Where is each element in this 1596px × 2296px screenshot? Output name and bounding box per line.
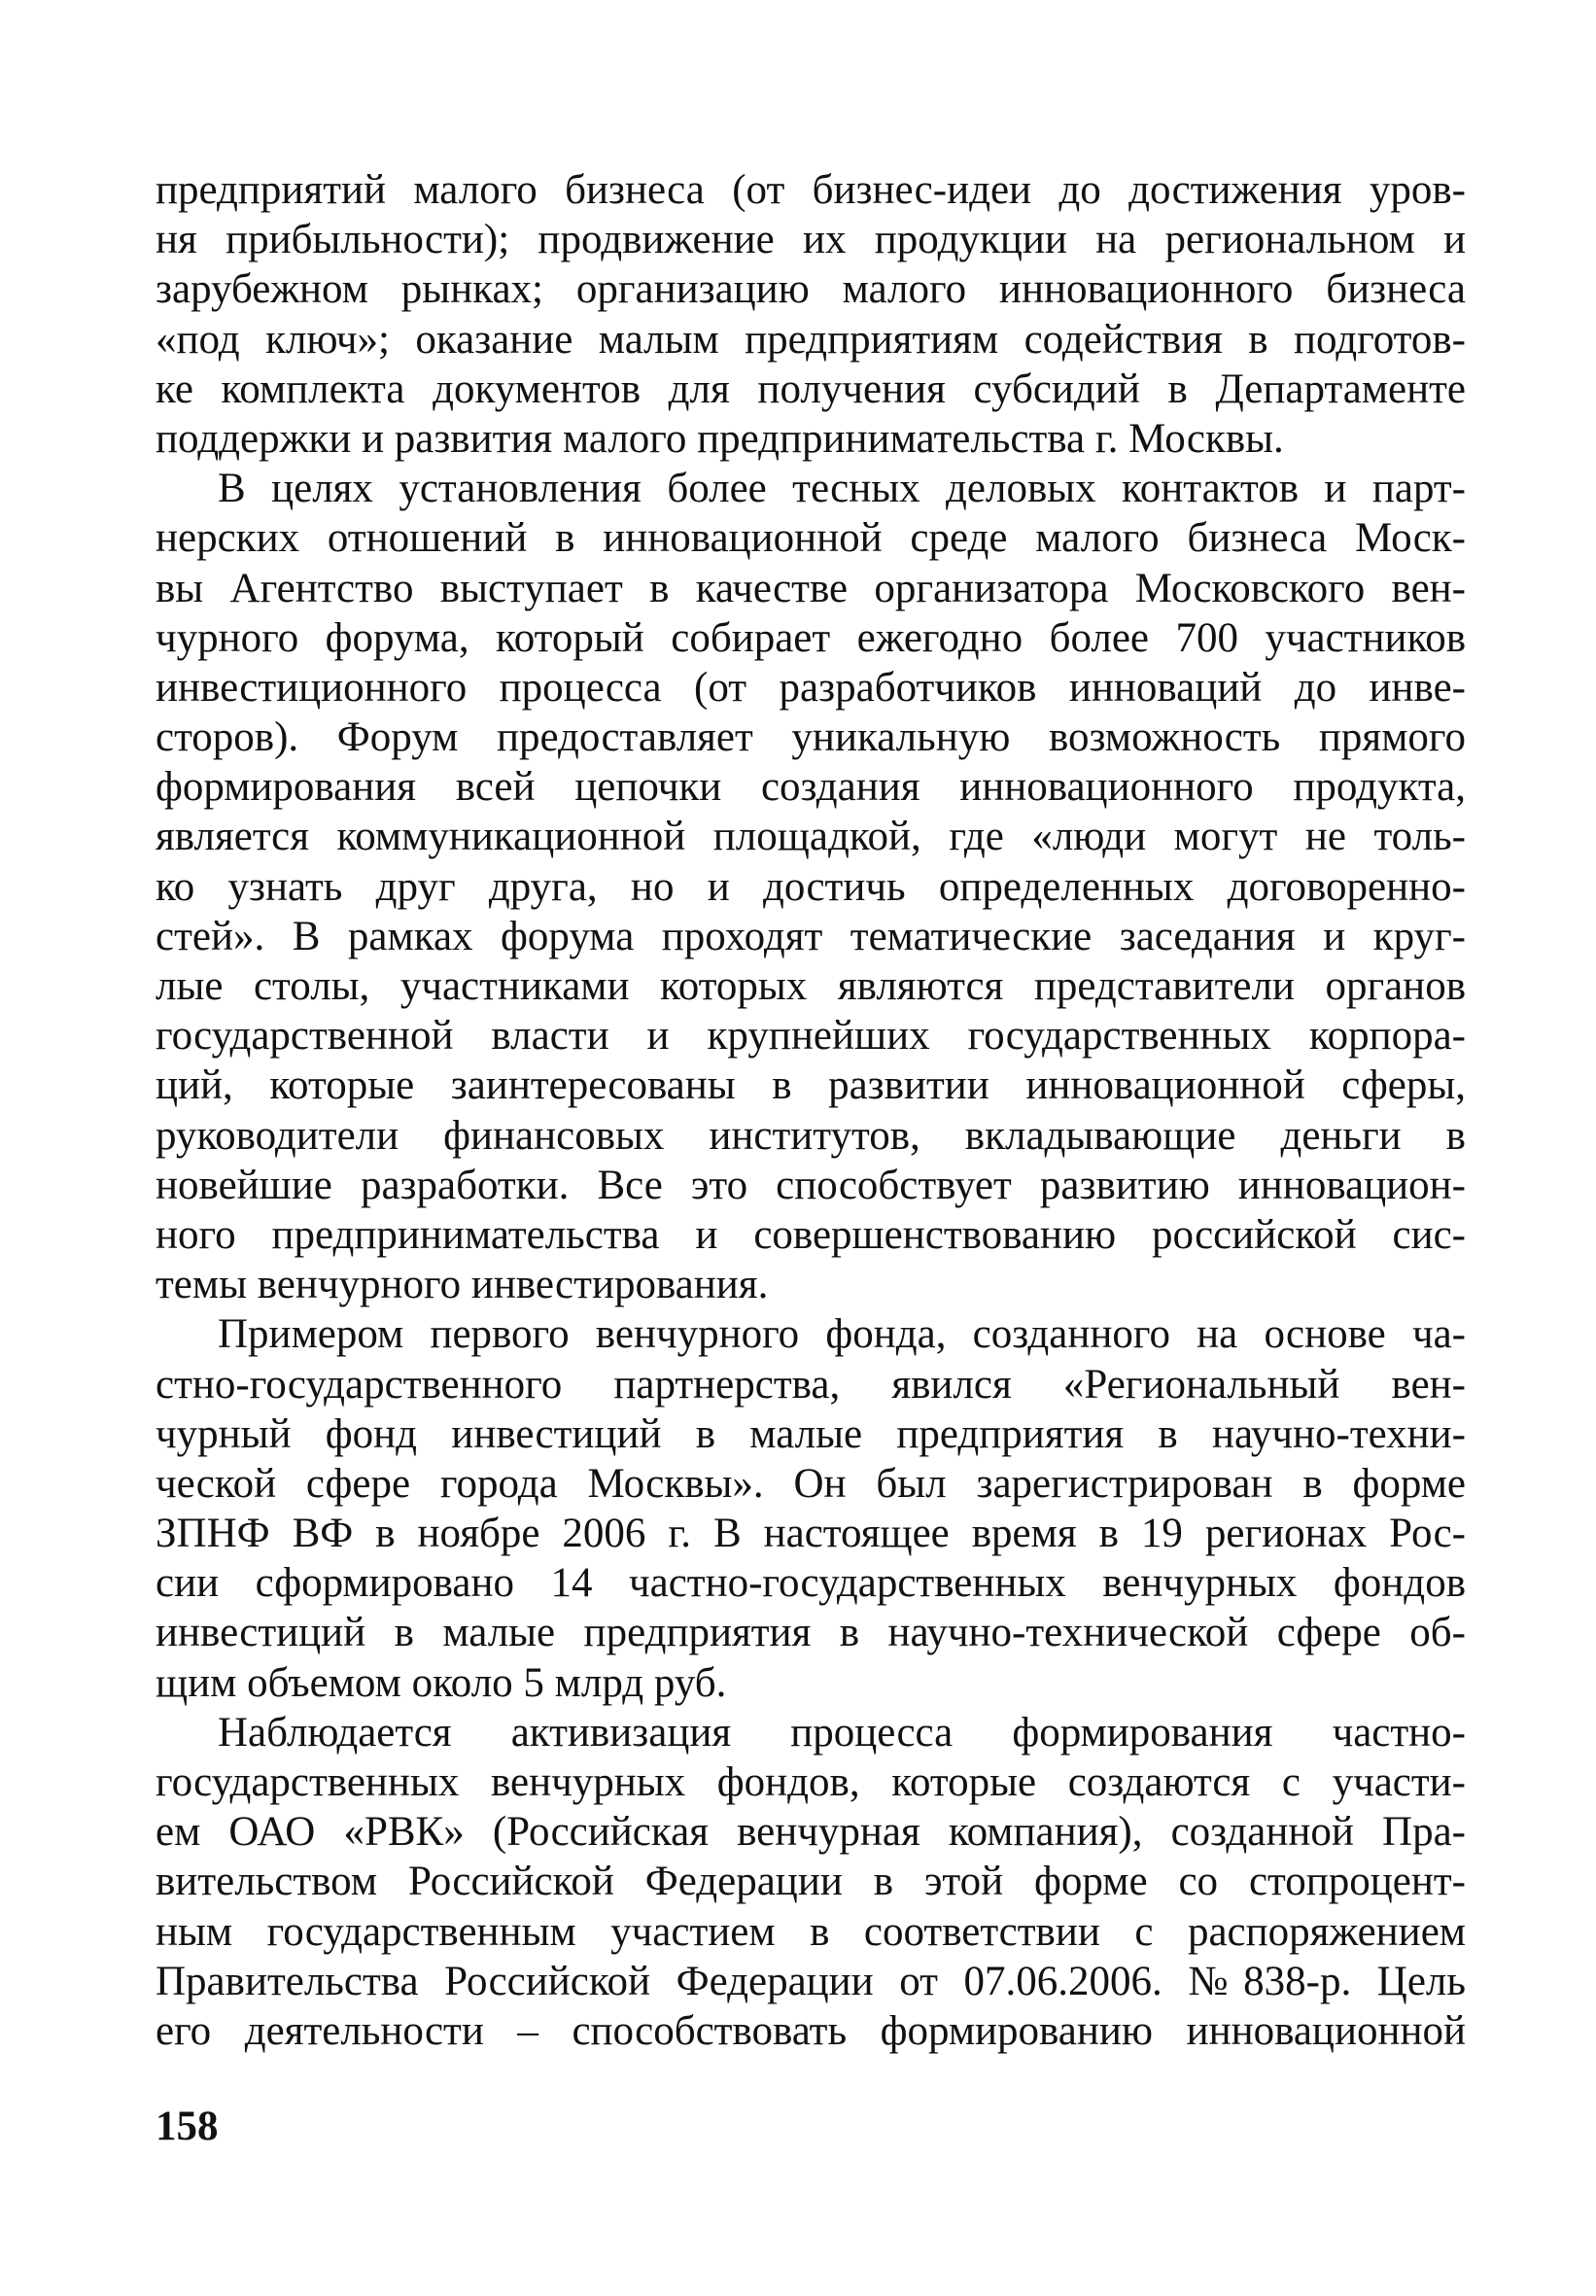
- text-line: государственной власти и крупнейших государственных корпора-: [156, 1013, 1466, 1060]
- body-text: [156, 165, 1466, 2056]
- text-line: сии сформировано 14 частно-государственных венчурных фондов: [156, 1560, 1466, 1607]
- text-line: инвестиционного процесса (от разработчиков инноваций до инве-: [156, 664, 1466, 711]
- text-line: Примером первого венчурного фонда, созданного на основе ча-: [218, 1311, 1466, 1358]
- text-line: является коммуникационной площадкой, где «люди могут не толь-: [156, 814, 1466, 860]
- text-line: ческой сфере города Москвы». Он был зарегистрирован в форме: [156, 1460, 1466, 1507]
- text-line: вительством Российской Федерации в этой форме со стопроцент-: [156, 1859, 1466, 1905]
- text-line: стно-государственного партнерства, явился «Региональный вен-: [156, 1361, 1466, 1408]
- text-line: ЗПНФ ВФ в ноябре 2006 г. В настоящее время в 19 регионах Рос-: [156, 1511, 1466, 1557]
- text-line: ке комплекта документов для получения субсидий в Департаменте: [156, 365, 1466, 412]
- page-number: 158: [156, 2104, 219, 2149]
- text-line: ня прибыльности); продвижение их продукции на региональном и: [156, 217, 1466, 263]
- text-line: нерских отношений в инновационной среде малого бизнеса Моск-: [156, 515, 1466, 562]
- text-line: предприятий малого бизнеса (от бизнес-идеи до достижения уров-: [156, 167, 1466, 213]
- text-line: ем ОАО «РВК» (Российская венчурная компания), созданной Пра-: [156, 1809, 1466, 1856]
- text-line: Наблюдается активизация процесса формирования частно-: [218, 1709, 1466, 1756]
- text-line: стей». В рамках форума проходят тематические заседания и круг-: [156, 913, 1466, 959]
- text-line: инвестиций в малые предприятия в научно-технической сфере об-: [156, 1610, 1466, 1656]
- text-line: сторов). Форум предоставляет уникальную возможность прямого: [156, 714, 1466, 761]
- text-line: ций, которые заинтересованы в развитии инновационной сферы,: [156, 1062, 1466, 1109]
- text-line: щим объемом около 5 млрд руб.: [156, 1659, 727, 1706]
- text-line: темы венчурного инвестирования.: [156, 1262, 769, 1308]
- text-line: ко узнать друг друга, но и достичь определенных договоренно-: [156, 863, 1466, 910]
- text-line: Правительства Российской Федерации от 07.06.2006. №838-р. Цель: [156, 1958, 1466, 2004]
- text-line: новейшие разработки. Все это способствует развитию инновацион-: [156, 1162, 1466, 1208]
- text-line: руководители финансовых институтов, вкладывающие деньги в: [156, 1112, 1466, 1159]
- text-line: лые столы, участниками которых являются представители органов: [156, 963, 1466, 1009]
- text-line: «под ключ»; оказание малым предприятиям содействия в подготов-: [156, 316, 1466, 363]
- text-line: зарубежном рынках; организацию малого инновационного бизнеса: [156, 266, 1466, 313]
- text-line: ного предпринимательства и совершенствованию российской сис-: [156, 1211, 1466, 1258]
- text-line: В целях установления более тесных деловых контактов и парт-: [218, 466, 1466, 512]
- text-line: государственных венчурных фондов, которые создаются с участи-: [156, 1759, 1466, 1805]
- text-line: чурного форума, который собирает ежегодно более 700 участников: [156, 614, 1466, 661]
- text-line: чурный фонд инвестиций в малые предприятия в научно-техни-: [156, 1410, 1466, 1457]
- text-line: ным государственным участием в соответствии с распоряжением: [156, 1908, 1466, 1955]
- text-line: вы Агентство выступает в качестве организатора Московского вен-: [156, 565, 1466, 611]
- text-line: поддержки и развития малого предпринимательства г. Москвы.: [156, 415, 1284, 462]
- text-line: формирования всей цепочки создания инновационного продукта,: [156, 764, 1466, 811]
- text-line: его деятельности – способствовать формированию инновационной: [156, 2007, 1466, 2054]
